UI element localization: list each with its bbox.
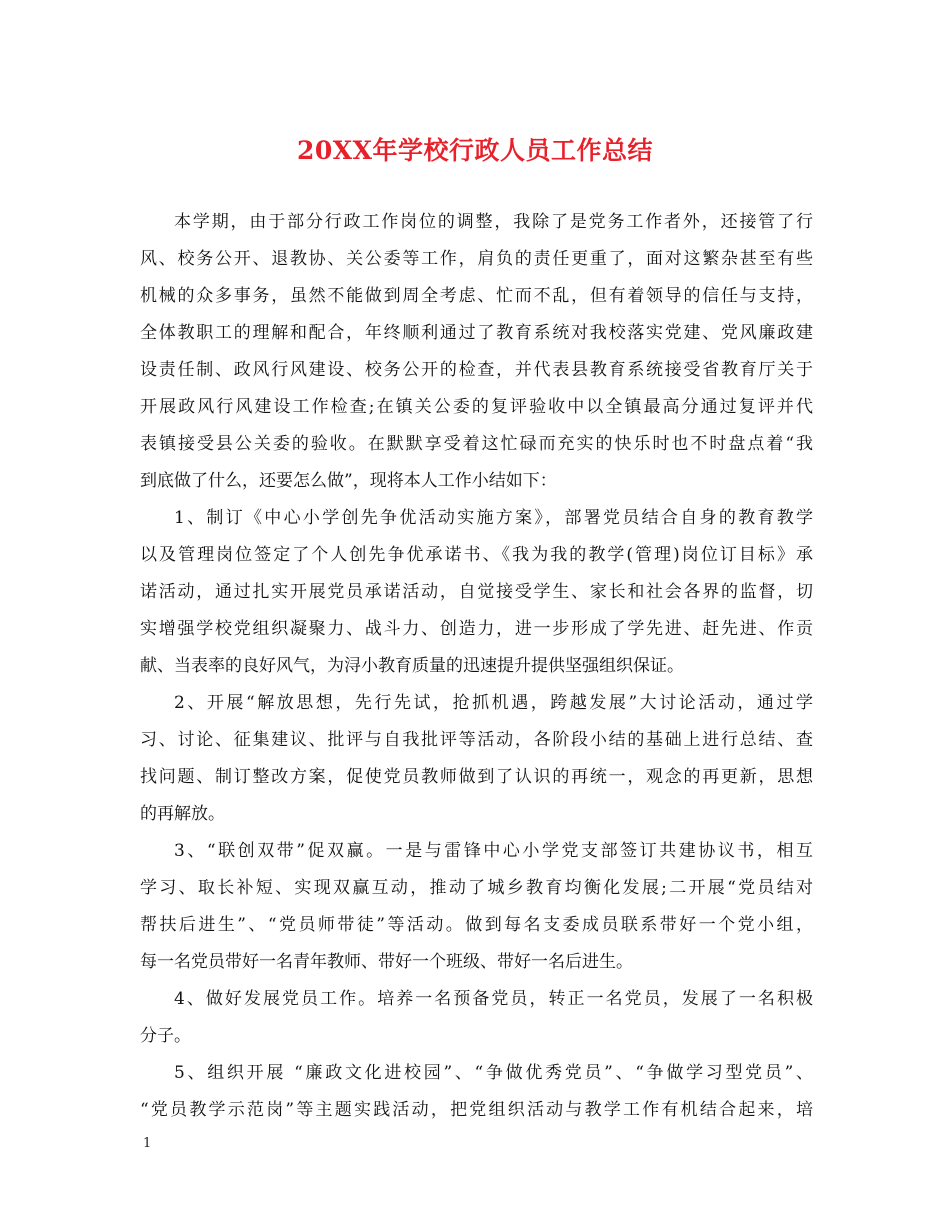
text-line: 表镇接受县公关委的验收。在默默享受着这忙碌而充实的快乐时也不时盘点着“我 — [140, 434, 813, 454]
document-body — [140, 204, 813, 1129]
text-line: 开展政风行风建设工作检查;在镇关公委的复评验收中以全镇最高分通过复评并代 — [140, 397, 813, 417]
text-line: 献、当表率的良好风气，为浔小教育质量的迅速提升提供坚强组织保证。 — [140, 656, 684, 676]
text-line: 帮扶后进生”、“党员师带徒”等活动。做到每名支委成员联系带好一个党小组， — [140, 915, 813, 935]
text-line: 学习、取长补短、实现双赢互动，推动了城乡教育均衡化发展;二开展“党员结对 — [140, 878, 813, 898]
text-line: 5、组织开展 “廉政文化进校园”、“争做优秀党员”、“争做学习型党员”、 — [174, 1063, 813, 1083]
text-line: “党员教学示范岗”等主题实践活动，把党组织活动与教学工作有机结合起来，培 — [140, 1100, 813, 1120]
text-line: 2、开展“解放思想，先行先试，抢抓机遇，跨越发展”大讨论活动，通过学 — [174, 693, 813, 713]
text-line: 设责任制、政风行风建设、校务公开的检查，并代表县教育系统接受省教育厅关于 — [140, 360, 813, 380]
text-line: 以及管理岗位签定了个人创先争优承诺书、《我为我的教学(管理)岗位订目标》承 — [140, 545, 813, 565]
text-line: 机械的众多事务，虽然不能做到周全考虑、忙而不乱，但有着领导的信任与支持， — [140, 286, 813, 306]
text-line: 全体教职工的理解和配合，年终顺利通过了教育系统对我校落实党建、党风廉政建 — [140, 323, 813, 343]
text-line: 分子。 — [140, 1026, 191, 1046]
text-line: 实增强学校党组织凝聚力、战斗力、创造力，进一步形成了学先进、赶先进、作贡 — [140, 619, 813, 639]
text-line: 4、做好发展党员工作。培养一名预备党员，转正一名党员，发展了一名积极 — [174, 989, 813, 1009]
text-line: 风、校务公开、退教协、关公委等工作，肩负的责任更重了，面对这繁杂甚至有些 — [140, 249, 813, 269]
page-number: 1 — [143, 1136, 152, 1151]
text-line: 到底做了什么，还要怎么做”，现将本人工作小结如下： — [140, 471, 557, 491]
text-line: 习、讨论、征集建议、批评与自我批评等活动，各阶段小结的基础上进行总结、查 — [140, 730, 813, 750]
document-title: 20XX年学校行政人员工作总结 — [296, 136, 654, 165]
text-line: 本学期，由于部分行政工作岗位的调整，我除了是党务工作者外，还接管了行 — [174, 212, 813, 232]
text-line: 每一名党员带好一名青年教师、带好一个班级、带好一名后进生。 — [140, 952, 633, 972]
text-line: 的再解放。 — [140, 804, 225, 824]
text-line: 3、“联创双带”促双赢。一是与雷锋中心小学党支部签订共建协议书，相互 — [174, 841, 813, 861]
text-line: 1、制订《中心小学创先争优活动实施方案》，部署党员结合自身的教育教学 — [174, 508, 813, 528]
text-line: 诺活动，通过扎实开展党员承诺活动，自觉接受学生、家长和社会各界的监督，切 — [140, 582, 813, 602]
text-line: 找问题、制订整改方案，促使党员教师做到了认识的再统一，观念的再更新，思想 — [140, 767, 813, 787]
